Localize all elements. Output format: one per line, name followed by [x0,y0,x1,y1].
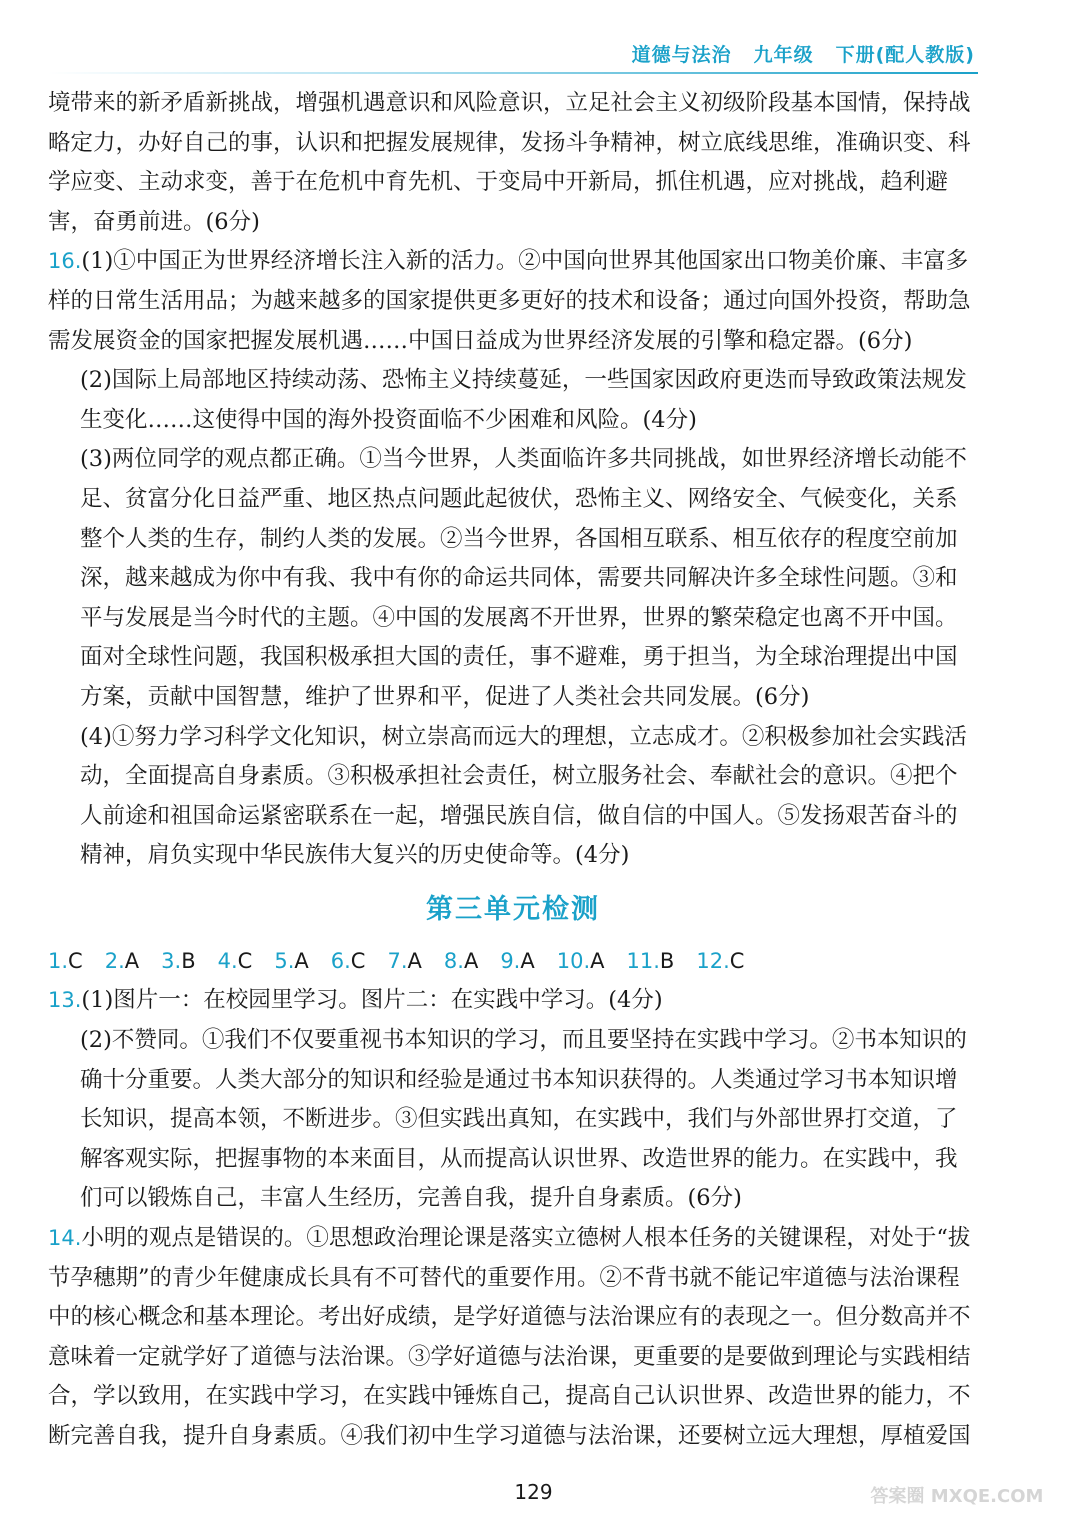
watermark-text: 答案圈 MXQE.COM [870,1486,1044,1507]
mc-answer: 4.C [217,948,253,973]
question-16-part-1 [48,242,978,361]
header-grade: 九年级 [753,44,814,66]
question-13-part-1 [48,981,978,1021]
question-number: 14. [48,1226,82,1251]
header-subject: 道德与法治 [631,44,732,66]
mc-answer: 2.A [104,948,140,973]
mc-answer: 5.A [274,948,309,973]
question-16-part-4: (4)①努力学习科学文化知识，树立崇高而远大的理想，立志成才。②积极参加社会实践活动，全面提高自身素质。③积极承担社会责任，树立服务社会、奉献社会的意识。④把个人前途和祖国命运紧密联系在一起，增强民族自信，做自信的中国人。⑤发扬艰苦奋斗的精神，肩负实现中华民族伟大复兴的历史使命等。(4分) [80,723,967,869]
mc-answer: 6.C [330,948,366,973]
question-number: 13. [48,988,82,1013]
mc-answer: 11.B [626,948,675,973]
paragraph-continued: 境带来的新矛盾新挑战，增强机遇意识和风险意识，立足社会主义初级阶段基本国情，保持战略定力，办好自己的事，认识和把握发展规律，发扬斗争精神，树立底线思维，准确识变、科学应变、主动求变，善于在危机中育先机、于变局中开新局，抓住机遇，应对挑战，趋利避害，奋勇前进。(6分) [48,90,971,235]
mc-answer: 3.B [161,948,196,973]
mc-answer: 10.A [556,948,605,973]
page-number: 129 [514,1480,553,1504]
answer-text: 小明的观点是错误的。①思想政治理论课是落实立德树人根本任务的关键课程，对处于“拔节孕穗期”的青少年健康成长具有不可替代的重要作用。②不背书就不能记牢道德与法治课程中的核心概念和基本理论。考出好成绩，是学好道德与法治课应有的表现之一。但分数高并不意味着一定就学好了道德与法治课。③学好道德与法治课，更重要的是要做到理论与实践相结合，学以致用，在实践中学习，在实践中锤炼自己，提高自己认识世界、改造世界的能力，不断完善自我，提升自身素质。④我们初中生学习道德与法治课，还要树立远大理想，厚植爱国 [48,1225,971,1449]
section-title: 第三单元检测 [426,893,600,925]
mc-answer: 7.A [387,948,422,973]
mc-answer: 9.A [500,948,535,973]
answer-text: (1)①中国正为世界经济增长注入新的活力。②中国向世界其他国家出口物美价廉、丰富多样的日常生活用品；为越来越多的国家提供更多更好的技术和设备；通过向国外投资，帮助急需发展资金的国家把握发展机遇……中国日益成为世界经济发展的引擎和稳定器。(6分) [48,248,971,354]
mc-answer: 12.C [696,948,745,973]
mc-answer: 1.C [48,948,83,973]
mc-answer: 8.A [443,948,479,973]
multiple-choice-answers [48,942,978,982]
question-13-part-2: (2)不赞同。①我们不仅要重视书本知识的学习，而且要坚持在实践中学习。②书本知识的确十分重要。人类大部分的知识和经验是通过书本知识获得的。人类通过学习书本知识增长知识，提高本领，不断进步。③但实践出真知，在实践中，我们与外部世界打交道，了解客观实际，把握事物的本来面目，从而提高认识世界、改造世界的能力。在实践中，我们可以锻炼自己，丰富人生经历，完善自我，提升自身素质。(6分) [80,1027,967,1212]
answer-text: (1)图片一：在校园里学习。图片二：在实践中学习。(4分) [81,987,663,1014]
question-16-part-2: (2)国际上局部地区持续动荡、恐怖主义持续蔓延，一些国家因政府更迭而导致政策法规发生变化……这使得中国的海外投资面临不少困难和风险。(4分) [80,367,967,433]
running-header [632,40,975,67]
question-14 [48,1219,978,1457]
watermark-logo [867,1452,1047,1532]
answer-content [48,84,978,1457]
question-number: 16. [48,249,82,274]
header-volume: 下册(配人教版) [835,44,975,66]
header-rule [48,72,978,74]
question-16-part-3: (3)两位同学的观点都正确。①当今世界，人类面临许多共同挑战，如世界经济增长动能不足、贫富分化日益严重、地区热点问题此起彼伏，恐怖主义、网络安全、气候变化，关系整个人类的生存，制约人类的发展。②当今世界，各国相互联系、相互依存的程度空前加深，越来越成为你中有我、我中有你的命运共同体，需要共同解决许多全球性问题。③和平与发展是当今时代的主题。④中国的发展离不开世界，世界的繁荣稳定也离不开中国。面对全球性问题，我国积极承担大国的责任，事不避难，勇于担当，为全球治理提出中国方案，贡献中国智慧，维护了世界和平，促进了人类社会共同发展。(6分) [80,446,967,710]
